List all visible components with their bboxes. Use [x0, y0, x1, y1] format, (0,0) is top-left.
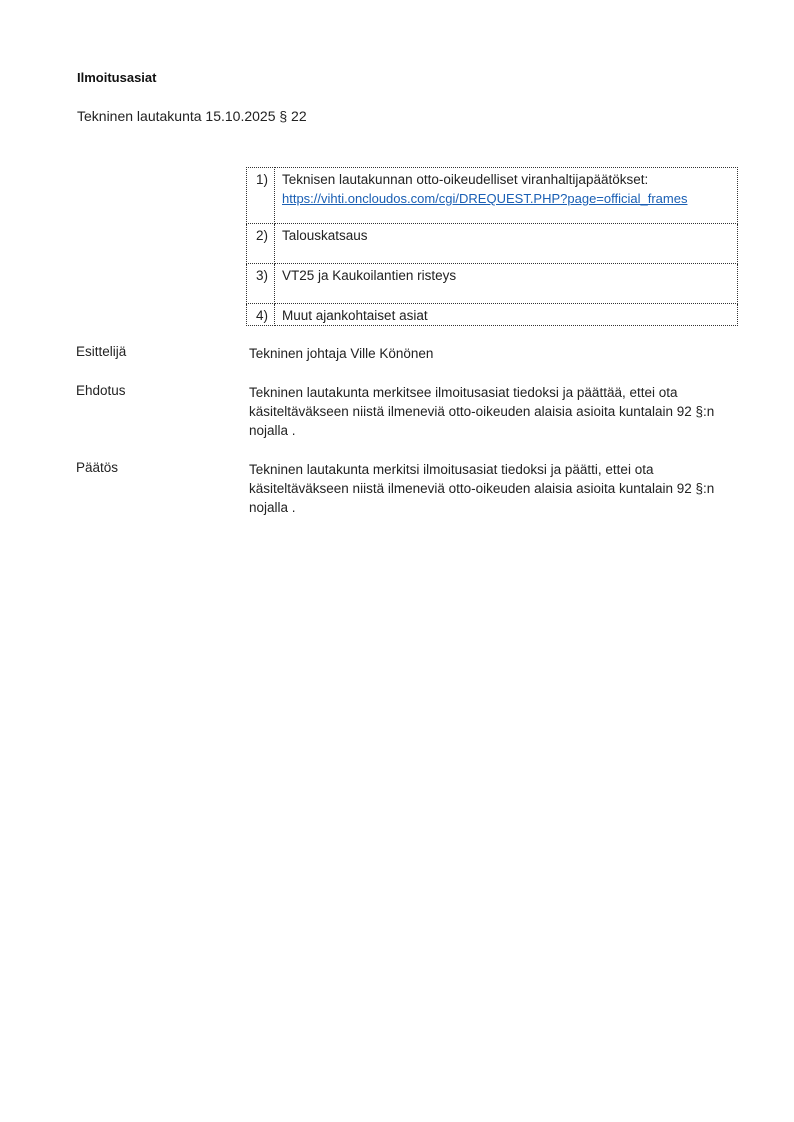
table-row: [247, 224, 738, 264]
proposal-value: Tekninen lautakunta merkitsee ilmoitusasiat tiedoksi ja päättää, ettei ota käsiteltäväkseen niistä ilmeneviä otto-oikeuden alaisia asioita kuntalain 92 §:n nojalla .: [249, 385, 715, 438]
item-number: 2): [247, 224, 275, 264]
item-number: 3): [247, 264, 275, 304]
item-text: Teknisen lautakunnan otto-oikeudelliset viranhaltijapäätökset:: [282, 172, 649, 187]
decision-label: Päätös: [76, 460, 119, 475]
proposal-label: Ehdotus: [76, 383, 126, 398]
table-row: [247, 304, 738, 326]
decision-value: Tekninen lautakunta merkitsi ilmoitusasiat tiedoksi ja päätti, ettei ota käsiteltäväkseen niistä ilmeneviä otto-oikeuden alaisia asioita kuntalain 92 §:n nojalla .: [249, 462, 715, 515]
document-title: Ilmoitusasiat: [77, 70, 157, 85]
presenter-value: Tekninen johtaja Ville Könönen: [249, 346, 434, 361]
official-decisions-link[interactable]: https://vihti.oncloudos.com/cgi/DREQUEST.PHP?page=official_frames: [282, 191, 688, 206]
item-number: 4): [247, 304, 275, 326]
meeting-reference: Tekninen lautakunta 15.10.2025 § 22: [77, 108, 307, 124]
item-text: Muut ajankohtaiset asiat: [275, 304, 738, 326]
presenter-label: Esittelijä: [76, 344, 127, 359]
agenda-items-table: [246, 167, 738, 326]
table-row: [247, 264, 738, 304]
item-cell: [275, 168, 738, 224]
item-text: Talouskatsaus: [275, 224, 738, 264]
item-number: 1): [247, 168, 275, 224]
table-row: [247, 168, 738, 224]
item-text: VT25 ja Kaukoilantien risteys: [275, 264, 738, 304]
